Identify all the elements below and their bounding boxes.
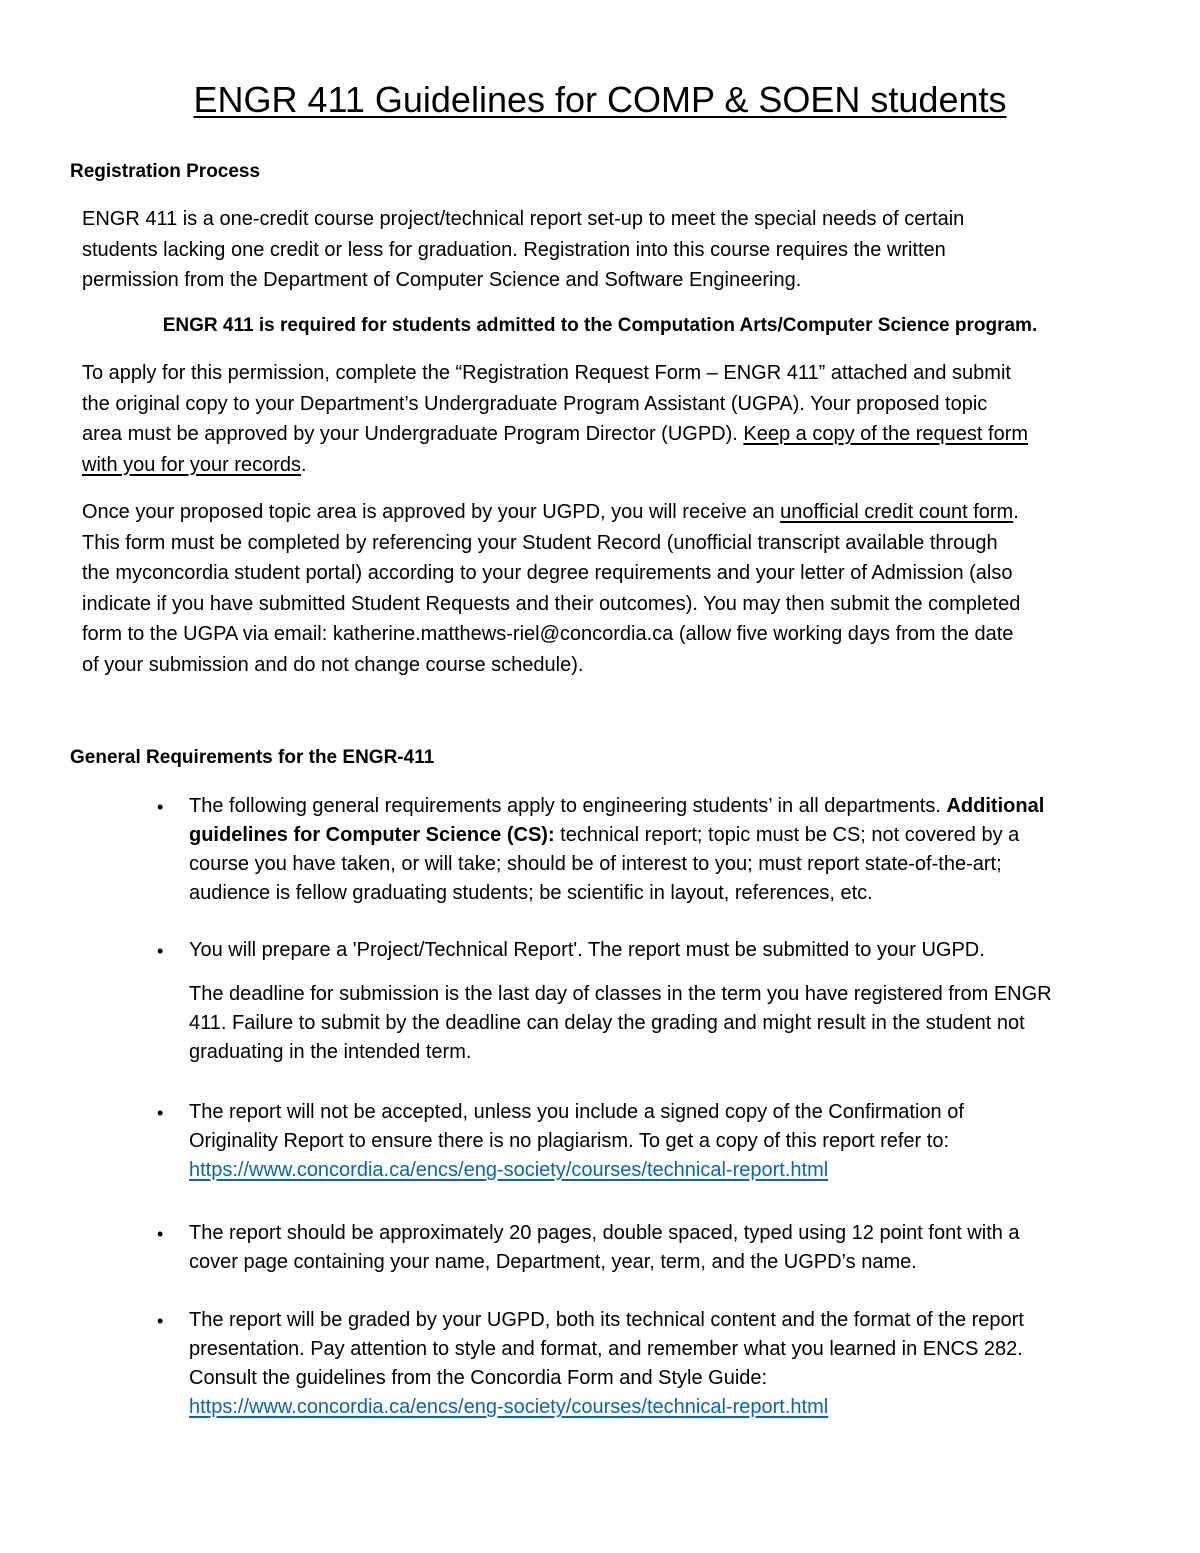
bullet-icon: •	[157, 1224, 164, 1244]
requirement-item-originality	[189, 1098, 1139, 1185]
requirement-item-project-report	[189, 936, 1139, 965]
text-line	[189, 821, 1139, 850]
text-line	[189, 792, 1139, 821]
apply-permission-paragraph	[82, 358, 1122, 480]
text-line: 411. Failure to submit by the deadline can delay the grading and might result in the student not	[189, 1012, 1025, 1034]
style-guide-link[interactable]: https://www.concordia.ca/encs/eng-society/courses/technical-report.html	[189, 1396, 829, 1418]
text-line: form to the UGPA via email: katherine.matthews-riel@concordia.ca (allow five working days from the date	[82, 623, 1014, 645]
registration-intro-paragraph	[82, 204, 1122, 296]
credit-count-paragraph	[82, 497, 1122, 680]
deadline-paragraph	[189, 980, 1139, 1067]
bullet-icon: •	[157, 1311, 164, 1331]
requirement-item-format	[189, 1219, 1139, 1277]
text-line: Consult the guidelines from the Concordia Form and Style Guide:	[189, 1367, 768, 1389]
text-line	[189, 1393, 1139, 1422]
text-line: The report should be approximately 20 pages, double spaced, typed using 12 point font with a	[189, 1222, 1020, 1244]
text-line: presentation. Pay attention to style and format, and remember what you learned in ENCS 282.	[189, 1338, 1023, 1360]
text-segment: area must be approved by your Undergraduate Program Director (UGPD).	[82, 423, 744, 445]
requirement-item-grading	[189, 1306, 1139, 1422]
text-line: the myconcordia student portal) according to your degree requirements and your letter of Admission (also	[82, 562, 1013, 584]
text-line: To apply for this permission, complete the “Registration Request Form – ENGR 411” attached and submit	[82, 362, 1011, 384]
technical-report-link[interactable]: https://www.concordia.ca/encs/eng-society/courses/technical-report.html	[189, 1159, 829, 1181]
text-line: students lacking one credit or less for graduation. Registration into this course requires the written	[82, 238, 946, 261]
page-title: ENGR 411 Guidelines for COMP & SOEN students	[193, 79, 1007, 120]
text-line: of your submission and do not change course schedule).	[82, 653, 584, 676]
text-line: This form must be completed by referencing your Student Record (unofficial transcript available through	[82, 531, 998, 554]
text-line: graduating in the intended term.	[189, 1041, 472, 1063]
text-line	[189, 1156, 1139, 1185]
credit-count-form-term: unofficial credit count form	[780, 501, 1014, 523]
requirement-item-general	[189, 792, 1139, 908]
text-line: indicate if you have submitted Student Requests and their outcomes). You may then submit the completed	[82, 592, 1021, 615]
text-segment: technical report; topic must be CS; not covered by a	[554, 824, 1020, 846]
bullet-icon: •	[157, 797, 164, 817]
text-line: The deadline for submission is the last day of classes in the term you have registered from ENGR	[189, 983, 1052, 1005]
text-line: the original copy to your Department’s Undergraduate Program Assistant (UGPA). Your proposed topic	[82, 392, 988, 415]
text-line: ENGR 411 is a one-credit course project/technical report set-up to meet the special needs of certain	[82, 208, 965, 230]
text-line: cover page containing your name, Department, year, term, and the UGPD’s name.	[189, 1251, 917, 1273]
keep-copy-notice-cont: with you for your records	[82, 453, 301, 476]
text-segment: Once your proposed topic area is approved by your UGPD, you will receive an	[82, 501, 781, 523]
text-line: permission from the Department of Computer Science and Software Engineering.	[82, 269, 802, 291]
text-line: You will prepare a 'Project/Technical Report'. The report must be submitted to your UGPD.	[189, 939, 985, 961]
registration-heading: Registration Process	[70, 161, 261, 182]
text-line: Originality Report to ensure there is no plagiarism. To get a copy of this report refer to:	[189, 1130, 949, 1152]
text-line: The report will not be accepted, unless you include a signed copy of the Confirmation of	[189, 1101, 964, 1123]
text-line	[82, 497, 1122, 528]
bold-segment: guidelines for Computer Science (CS):	[189, 824, 555, 846]
text-line: audience is fellow graduating students; be scientific in layout, references, etc.	[189, 882, 873, 904]
general-requirements-heading: General Requirements for the ENGR-411	[70, 747, 435, 768]
text-line: The report will be graded by your UGPD, both its technical content and the format of the report	[189, 1309, 1024, 1331]
bullet-icon: •	[157, 941, 164, 961]
text-line	[82, 450, 1122, 481]
bold-segment: Additional	[946, 795, 1045, 817]
text-line: course you have taken, or will take; should be of interest to you; must report state-of-the-art;	[189, 853, 1002, 875]
keep-copy-notice: Keep a copy of the request form	[743, 423, 1029, 445]
text-segment: The following general requirements apply to engineering students’ in all departments.	[189, 795, 947, 817]
required-program-note: ENGR 411 is required for students admitted to the Computation Arts/Computer Science program.	[162, 315, 1038, 336]
text-segment: .	[1013, 501, 1019, 523]
text-line	[82, 419, 1122, 450]
bullet-icon: •	[157, 1103, 164, 1123]
text-segment: .	[300, 453, 307, 476]
